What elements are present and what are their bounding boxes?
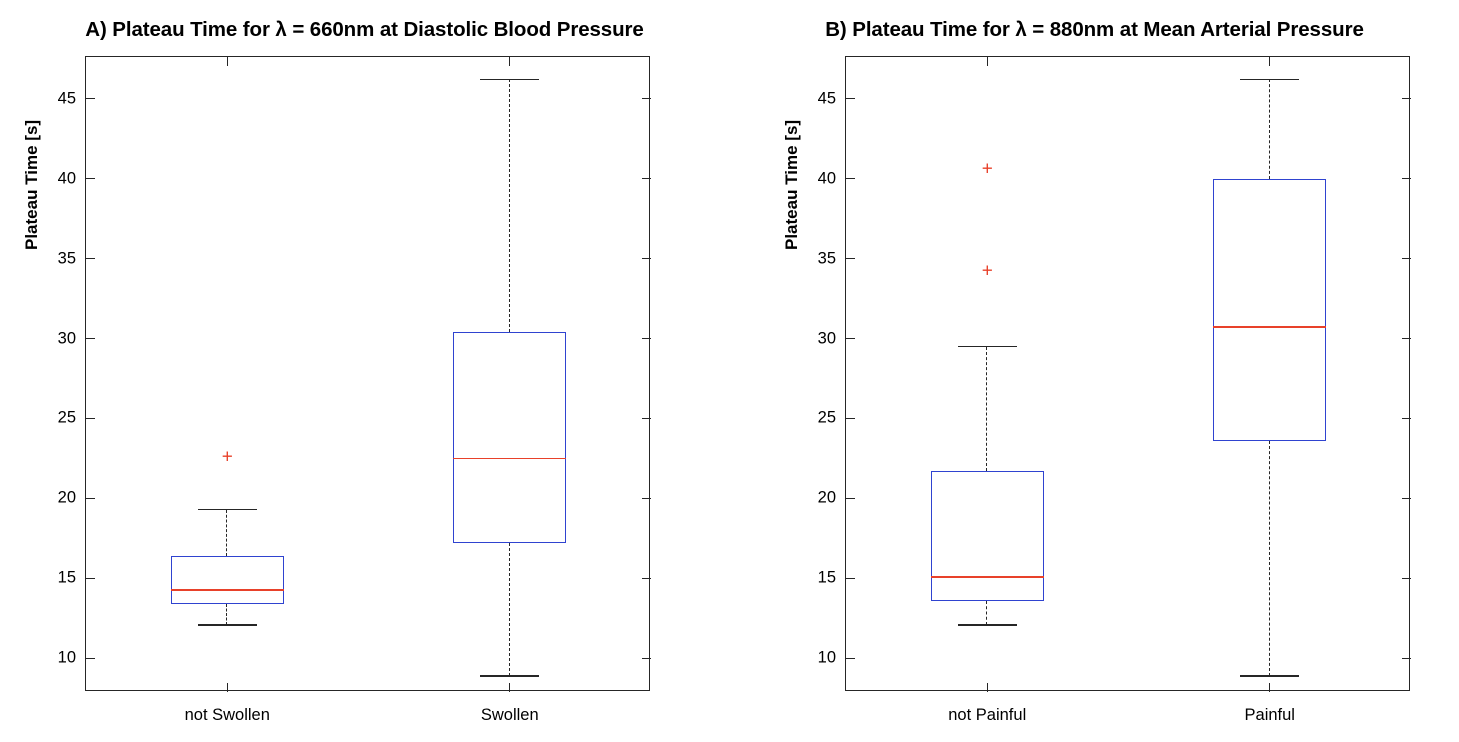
- y-tick-label: 25: [817, 408, 836, 427]
- x-tick-label: not Painful: [948, 706, 1027, 724]
- x-tick-mark: [987, 57, 988, 66]
- boxplot-lower-whisker: [509, 543, 510, 676]
- y-tick-mark: [642, 418, 651, 419]
- boxplot-box: [453, 332, 566, 543]
- y-tick-mark: [1402, 578, 1411, 579]
- y-tick-mark: [1402, 98, 1411, 99]
- y-tick-mark: [846, 338, 855, 339]
- panel-b-axes: [817, 56, 1410, 724]
- boxplot-median-line: [1213, 326, 1326, 328]
- boxplot-upper-whisker: [226, 510, 227, 556]
- y-tick-mark: [1402, 258, 1411, 259]
- y-tick-mark: [86, 338, 95, 339]
- y-tick-mark: [86, 98, 95, 99]
- y-tick-label: 40: [57, 169, 76, 188]
- y-tick-mark: [1402, 338, 1411, 339]
- y-tick-label: 15: [817, 568, 836, 587]
- x-tick-label: Painful: [1244, 706, 1295, 724]
- boxplot-upper-cap: [958, 346, 1017, 348]
- boxplot-upper-cap: [1240, 79, 1299, 81]
- y-tick-label: 15: [57, 568, 76, 587]
- y-tick-label: 30: [817, 329, 836, 347]
- boxplot-lower-whisker: [226, 604, 227, 625]
- boxplot-median-line: [931, 576, 1044, 578]
- y-tick-label: 25: [57, 408, 76, 427]
- boxplot-upper-whisker: [986, 347, 987, 472]
- y-tick-mark: [846, 498, 855, 499]
- y-tick-mark: [846, 178, 855, 179]
- y-tick-mark: [86, 258, 95, 259]
- y-tick-mark: [86, 498, 95, 499]
- x-tick-mark: [1269, 57, 1270, 66]
- y-tick-label: 45: [817, 89, 836, 108]
- boxplot-median-line: [453, 458, 566, 460]
- y-tick-mark: [846, 658, 855, 659]
- y-tick-label: 45: [57, 89, 76, 108]
- y-tick-label: 40: [817, 169, 836, 188]
- boxplot-lower-cap: [958, 624, 1017, 626]
- boxplot-upper-cap: [480, 79, 539, 81]
- x-tick-mark: [509, 683, 510, 692]
- y-tick-mark: [642, 338, 651, 339]
- boxplot-box: [931, 471, 1044, 601]
- panel-a-plot: [0, 0, 729, 742]
- boxplot-lower-whisker: [1269, 441, 1270, 676]
- y-tick-label: 30: [57, 329, 76, 347]
- y-tick-mark: [846, 98, 855, 99]
- boxplot-lower-cap: [198, 624, 257, 626]
- boxplot-upper-whisker: [1269, 79, 1270, 178]
- boxplot-lower-whisker: [986, 601, 987, 625]
- boxplot-upper-whisker: [509, 79, 510, 332]
- y-tick-mark: [86, 418, 95, 419]
- y-tick-mark: [846, 418, 855, 419]
- panel-a-title: A) Plateau Time for λ = 660nm at Diastolic Blood Pressure: [85, 18, 644, 41]
- panel-a-axes: [57, 56, 650, 724]
- panel-b-plot: [730, 0, 1459, 742]
- y-tick-mark: [86, 658, 95, 659]
- y-tick-mark: [846, 578, 855, 579]
- y-tick-label: 35: [57, 249, 76, 268]
- boxplot-lower-cap: [480, 675, 539, 677]
- x-tick-label: Swollen: [480, 706, 539, 724]
- panel-b: [730, 0, 1459, 742]
- y-tick-mark: [1402, 418, 1411, 419]
- y-tick-mark: [1402, 658, 1411, 659]
- boxplot-box: [1213, 179, 1326, 441]
- y-tick-label: 20: [817, 488, 836, 507]
- y-tick-mark: [642, 498, 651, 499]
- boxplot-box: [171, 556, 284, 604]
- y-tick-mark: [1402, 178, 1411, 179]
- y-tick-label: 10: [817, 648, 836, 667]
- y-tick-mark: [642, 258, 651, 259]
- y-tick-mark: [642, 578, 651, 579]
- y-tick-mark: [642, 658, 651, 659]
- panel-a-y-axis-label: Plateau Time [s]: [22, 119, 41, 250]
- y-tick-mark: [86, 178, 95, 179]
- panel-b-y-axis-label: Plateau Time [s]: [782, 119, 801, 250]
- y-tick-label: 10: [57, 648, 76, 667]
- boxplot-outlier-marker: +: [981, 158, 993, 180]
- panel-b-title: B) Plateau Time for λ = 880nm at Mean Arterial Pressure: [825, 18, 1364, 41]
- y-tick-label: 20: [57, 488, 76, 507]
- boxplot-outlier-marker: +: [981, 260, 993, 282]
- x-tick-mark: [227, 683, 228, 692]
- boxplot-outlier-marker: +: [221, 446, 233, 468]
- x-tick-mark: [509, 57, 510, 66]
- boxplot-lower-cap: [1240, 675, 1299, 677]
- x-tick-mark: [1269, 683, 1270, 692]
- y-tick-mark: [642, 98, 651, 99]
- y-tick-mark: [642, 178, 651, 179]
- x-tick-label: not Swollen: [184, 706, 270, 724]
- x-tick-mark: [987, 683, 988, 692]
- y-tick-label: 35: [817, 249, 836, 268]
- boxplot-upper-cap: [198, 509, 257, 511]
- x-tick-mark: [227, 57, 228, 66]
- panel-a: [0, 0, 729, 742]
- y-tick-mark: [1402, 498, 1411, 499]
- y-tick-mark: [846, 258, 855, 259]
- boxplot-median-line: [171, 589, 284, 591]
- y-tick-mark: [86, 578, 95, 579]
